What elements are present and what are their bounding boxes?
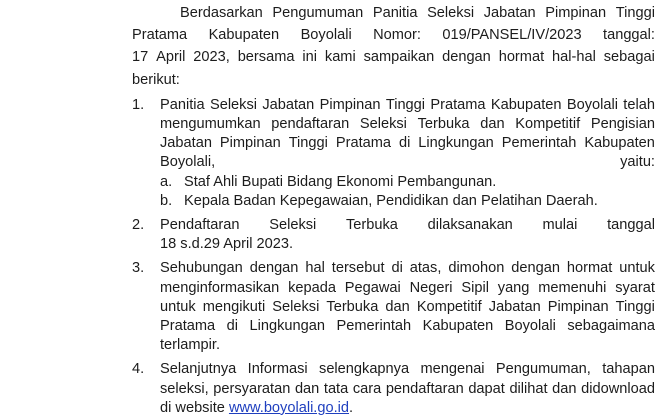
word: dan [480,116,505,132]
word: kami [324,49,356,66]
word: hal [305,260,325,277]
word: Kompetitif [416,298,482,315]
word: mengikuti [202,298,266,315]
word: dan [385,298,410,315]
word: tahapan [602,361,655,378]
item-2-line-1 [160,216,655,234]
word: untuk [160,298,196,315]
word: Kompetitif [515,116,581,132]
item-3-line-4 [160,317,655,335]
item-4-line-1 [160,360,655,378]
item-number: 1. [132,96,145,113]
word: Pegawai [344,279,401,296]
word: Jabatan [160,135,212,152]
item-1-line-2 [160,115,655,133]
word: Boyolali [504,318,556,334]
word: Seleksi [269,217,317,233]
item-3-line-1 [160,259,655,277]
word: sebagai [603,49,655,66]
word: menginformasikan [160,279,280,296]
word: Lingkungan [418,135,494,152]
word: hal-hal [552,49,596,66]
word: Terbuka [326,298,379,315]
word: Tinggi [385,96,426,113]
intro-line-1 [180,4,655,22]
word: untuk [619,260,655,277]
word: pendaftaran [385,380,464,397]
word: ini [302,49,317,66]
word: Kabupaten [208,27,280,44]
word: dilaksanakan [427,217,513,233]
intro-line-2 [132,26,655,44]
word: selengkapnya [319,361,410,378]
word: April [156,49,186,66]
word: dengan [511,260,560,277]
word: Pendaftaran [160,217,240,233]
link-suffix: . [349,399,354,416]
word: hormat [498,49,545,66]
word: tanggal: [603,27,655,44]
word: dan [552,380,577,397]
word: Jabatan [262,96,315,113]
word: dengan [249,260,299,277]
word: sebagaimana [567,318,655,334]
word: Seleksi [209,96,258,113]
word: Boyolali [300,27,352,44]
word: kepada [288,279,336,296]
word: Seleksi [427,5,475,21]
sub-item-letter: b. [160,192,173,209]
word: bersama [237,49,295,66]
word: atas, [409,260,442,277]
word: tanggal [607,217,655,233]
word: Sehubungan [160,260,243,277]
word: 2023, [193,49,230,66]
word: Tinggi [615,298,655,315]
word: Terbuka [417,116,470,132]
word: di [391,260,403,277]
intro-line-3 [132,48,655,66]
word: Jabatan [488,298,541,315]
word: Pengisian [590,116,655,132]
word: Tinggi [615,5,655,21]
word: dengan [442,49,491,66]
sub-item-text: Staf Ahli Bupati Bidang Ekonomi Pembangunan. [184,173,497,190]
item-3-line-2 [160,279,655,297]
website-link[interactable]: www.boyolali.go.id [228,399,350,416]
word: cara [352,380,382,397]
link-prefix: di website [160,399,229,416]
word: di [226,318,239,334]
word: mengumumkan [160,116,261,132]
word: Pratama [335,135,392,152]
item-3-line-3 [160,298,655,316]
word: memenuhi [538,279,607,296]
word: hormat [566,260,613,277]
word: Pimpinan [547,298,609,315]
sub-item-text: Kepala Badan Kepegawaian, Pendidikan dan Pelatihan Daerah. [184,192,598,209]
word: Panitia [160,96,205,113]
word: Kabupaten [490,96,562,113]
item-number: 4. [132,361,145,378]
item-3-line-5: terlampir. [160,337,221,354]
word: syarat [615,279,655,296]
item-4-line-3 [160,399,353,417]
word: yaitu: [620,154,655,171]
word: Negeri [409,279,453,296]
word: dapat [468,380,505,397]
word: Boyolali [566,96,618,113]
word: sampaikan [363,49,435,66]
item-1-line-4 [160,153,655,171]
word: Pengumuman [272,5,364,21]
word: tersebut [331,260,385,277]
sub-item-letter: a. [160,173,173,190]
word: Pimpinan [319,96,381,113]
item-number: 2. [132,217,145,233]
word: telah [623,96,655,113]
word: mengenai [420,361,485,378]
word: Seleksi [272,298,320,315]
word: Pratama [132,27,188,44]
word: dilihat [509,380,548,397]
word: seleksi, [160,380,209,397]
word: Terbuka [345,217,398,233]
word: Pimpinan [219,135,281,152]
word: di [398,135,411,152]
word: tata [323,380,349,397]
word: 17 [132,49,149,66]
word: persyaratan [213,380,291,397]
word: 019/PANSEL/IV/2023 [442,27,582,44]
word: Pemerintah [336,318,412,334]
word: Kabupaten [422,318,494,334]
word: Panitia [372,5,418,21]
word: Boyolali, [160,154,216,171]
word: mulai [542,217,578,233]
word: Lingkungan [249,318,325,334]
word: Jabatan [483,5,536,21]
word: Nomor: [373,27,421,44]
word: Pratama [160,318,216,334]
item-4-line-2 [160,380,655,398]
word: Pratama [430,96,486,113]
word: Pimpinan [545,5,607,21]
word: Berdasarkan [180,5,263,21]
word: Seleksi [359,116,407,132]
item-1-line-1 [160,96,655,114]
word: Sipil [461,279,489,296]
word: dan [294,380,320,397]
word: Informasi [247,361,308,378]
word: didownload [581,380,655,397]
word: Pengumuman, [495,361,591,378]
word: Selanjutnya [160,361,237,378]
intro-line-4: berikut: [132,71,180,88]
word: Pemerintah [501,135,577,152]
word: Tinggi [288,135,328,152]
item-number: 3. [132,260,145,277]
item-1-line-3 [160,134,655,152]
word: yang [497,279,530,296]
word: dimohon [448,260,505,277]
word: pendaftaran [271,116,350,132]
word: Kabupaten [584,135,655,152]
item-2-line-2: 18 s.d.29 April 2023. [160,236,294,253]
